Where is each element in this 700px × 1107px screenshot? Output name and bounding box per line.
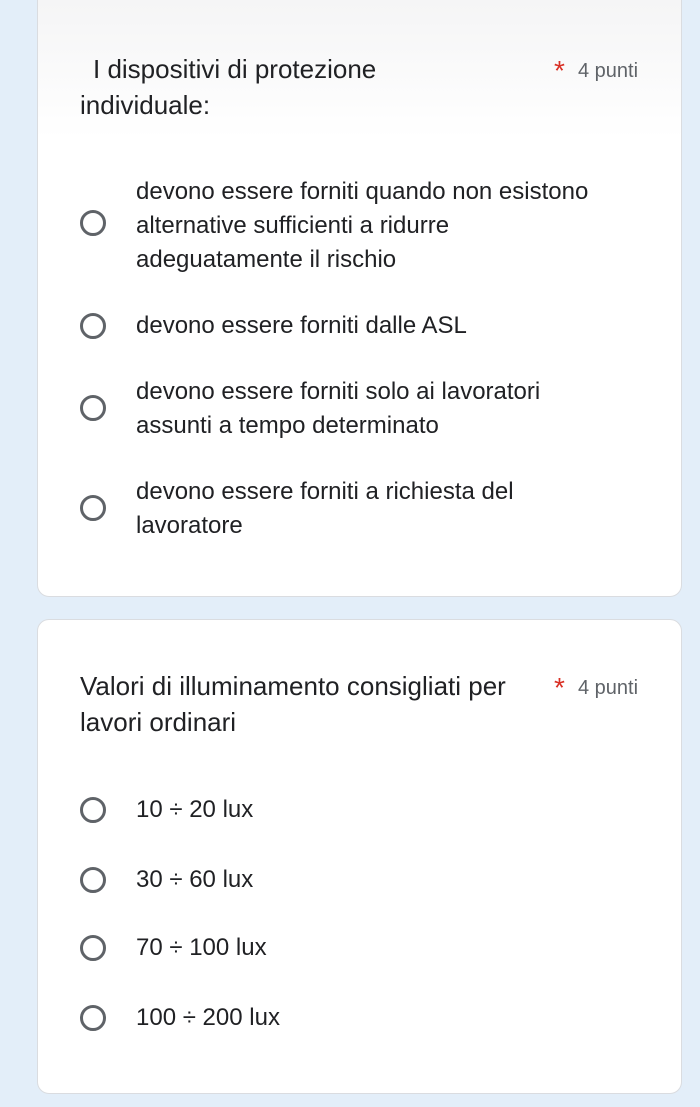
option-label-line: devono essere forniti a richiesta del: [136, 478, 514, 505]
points-label: 4 punti: [578, 677, 639, 699]
radio-option[interactable]: [38, 931, 683, 965]
question-title-line: individuale:: [80, 90, 211, 120]
radio-option[interactable]: [38, 863, 683, 897]
option-label-line: adeguatamente il rischio: [136, 246, 397, 273]
radio-unchecked-icon[interactable]: [80, 395, 106, 421]
option-label-line: devono essere forniti solo ai lavoratori: [136, 378, 541, 405]
radio-unchecked-icon[interactable]: [80, 210, 106, 236]
question-title-line: Valori di illuminamento consigliati per: [80, 671, 506, 701]
option-label-line: 70 ÷ 100 lux: [136, 934, 267, 961]
option-label-line: 30 ÷ 60 lux: [136, 866, 254, 893]
points-label: 4 punti: [578, 60, 639, 82]
radio-unchecked-icon[interactable]: [80, 867, 106, 893]
option-label-line: alternative sufficienti a ridurre: [136, 212, 450, 239]
question-title: [80, 51, 376, 123]
radio-option[interactable]: [38, 375, 683, 443]
option-label[interactable]: [136, 793, 253, 827]
radio-unchecked-icon[interactable]: [80, 935, 106, 961]
option-label-line: 100 ÷ 200 lux: [136, 1004, 280, 1031]
radio-unchecked-icon[interactable]: [80, 1005, 106, 1031]
radio-unchecked-icon[interactable]: [80, 313, 106, 339]
option-label-line: devono essere forniti dalle ASL: [136, 312, 467, 339]
radio-option[interactable]: [38, 309, 683, 343]
question-title-line: I dispositivi di protezione: [93, 54, 377, 84]
option-label-line: 10 ÷ 20 lux: [136, 796, 254, 823]
required-asterisk-icon: *: [554, 55, 565, 86]
radio-option[interactable]: [38, 475, 683, 543]
radio-unchecked-icon[interactable]: [80, 495, 106, 521]
option-label[interactable]: [136, 931, 267, 965]
radio-option[interactable]: [38, 793, 683, 827]
question-card-2: [37, 619, 682, 1094]
radio-unchecked-icon[interactable]: [80, 797, 106, 823]
option-label-line: assunti a tempo determinato: [136, 412, 439, 439]
question-title: [80, 668, 506, 740]
question-card-1: [37, 0, 682, 597]
question-title-line: lavori ordinari: [80, 707, 237, 737]
radio-option[interactable]: [38, 175, 683, 277]
option-label[interactable]: [136, 309, 467, 343]
option-label-line: devono essere forniti quando non esistono: [136, 178, 589, 205]
option-label[interactable]: [136, 475, 514, 543]
option-label-line: lavoratore: [136, 512, 243, 539]
required-asterisk-icon: *: [554, 672, 565, 703]
option-label[interactable]: [136, 375, 540, 443]
option-label[interactable]: [136, 175, 588, 277]
option-label[interactable]: [136, 1001, 280, 1035]
radio-option[interactable]: [38, 1001, 683, 1035]
option-label[interactable]: [136, 863, 253, 897]
